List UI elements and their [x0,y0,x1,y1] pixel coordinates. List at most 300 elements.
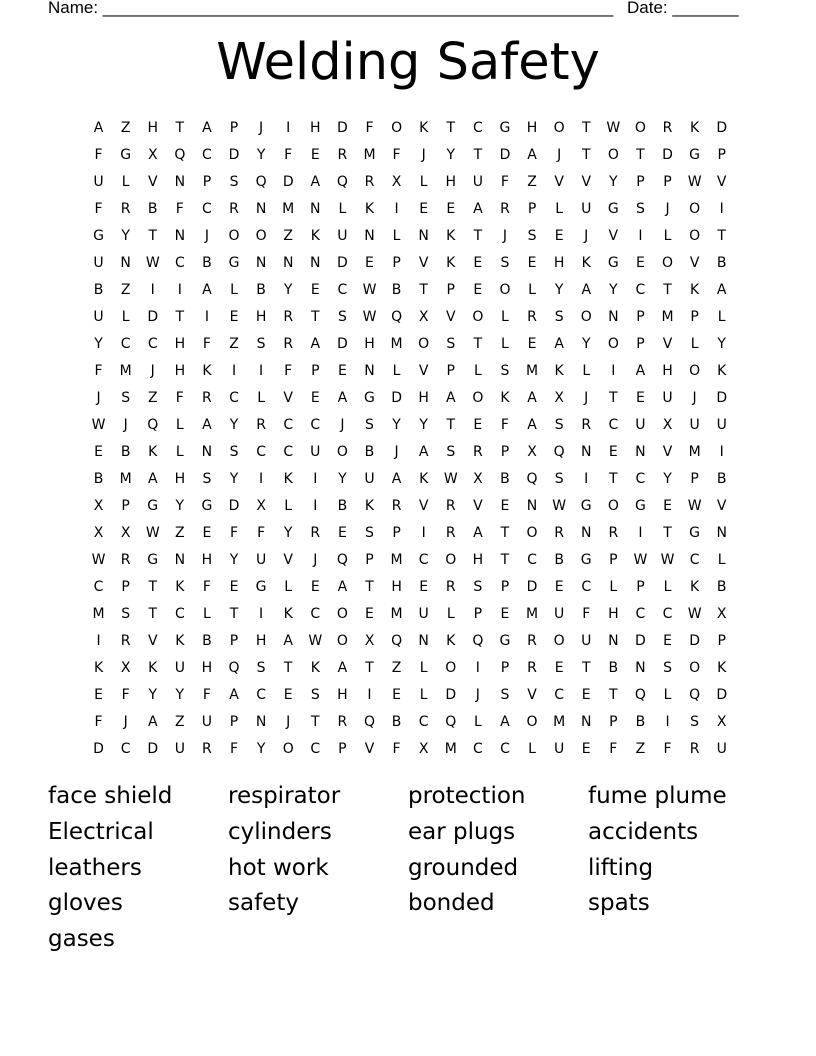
grid-letter: J [502,227,508,244]
grid-letter: L [392,227,401,244]
grid-letter: L [284,578,293,595]
word-item: bonded [408,890,495,917]
grid-letter: W [687,497,702,514]
grid-row [85,276,735,303]
grid-letter: T [175,308,185,325]
grid-letter: S [202,470,212,487]
grid-letter: R [229,200,239,217]
grid-letter: V [364,740,375,757]
grid-letter: A [554,335,564,352]
grid-letter: L [473,362,482,379]
grid-letter: X [147,146,158,163]
grid-letter: Y [446,146,456,163]
grid-letter: B [716,470,727,487]
grid-letter: R [662,119,673,136]
grid-letter: U [255,551,267,568]
grid-letter: I [665,713,670,730]
grid-letter: R [445,524,456,541]
grid-letter: H [445,173,457,190]
grid-letter: E [310,281,320,298]
grid-letter: C [418,713,429,730]
grid-letter: T [473,335,483,352]
grid-letter: W [362,308,377,325]
grid-letter: X [662,416,673,433]
grid-letter: A [147,470,158,487]
grid-letter: I [367,686,372,703]
grid-letter: A [445,389,456,406]
grid-letter: Q [336,551,348,568]
page-title: Welding Safety [216,33,600,92]
grid-letter: R [310,524,321,541]
grid-letter: T [446,416,456,433]
grid-letter: L [528,740,536,757]
grid-letter: C [635,281,646,298]
grid-letter: E [635,254,645,271]
grid-letter: Q [391,632,403,649]
grid-letter: Y [256,146,266,163]
grid-letter: R [527,308,537,325]
grid-letter: D [526,578,538,595]
grid-letter: A [581,281,592,298]
grid-letter: Q [689,686,701,703]
grid-letter: E [554,659,564,676]
grid-letter: X [93,524,104,541]
grid-letter: F [94,146,103,163]
grid-letter: E [663,497,672,514]
grid-letter: H [337,686,348,703]
grid-letter: Y [148,686,158,703]
grid-letter: T [419,281,428,298]
grid-letter: L [663,227,672,244]
grid-letter: P [446,281,455,298]
grid-letter: N [526,497,538,514]
grid-letter: A [527,416,537,433]
grid-letter: M [444,740,457,757]
grid-letter: I [259,362,264,379]
grid-letter: B [391,713,402,730]
grid-letter: O [472,389,484,406]
grid-letter: Z [120,119,131,136]
grid-letter: N [282,254,294,271]
grid-letter: Z [175,713,185,730]
grid-letter: P [121,497,130,514]
grid-letter: I [259,470,264,487]
grid-letter: E [635,389,645,406]
word-item: grounded [408,854,519,881]
grid-letter: E [663,632,672,649]
grid-row [85,114,735,141]
grid-letter: U [174,659,185,676]
grid-letter: Y [609,173,618,190]
grid-letter: F [500,416,509,433]
grid-letter: K [419,119,429,136]
grid-letter: R [391,497,402,514]
grid-letter: B [716,254,727,271]
grid-letter: H [201,659,213,676]
grid-letter: N [716,524,727,541]
grid-letter: C [472,119,483,136]
grid-letter: Z [527,173,537,190]
grid-letter: J [475,686,480,703]
grid-letter: A [527,146,537,163]
grid-letter: H [174,470,186,487]
grid-letter: K [717,659,727,676]
grid-letter: H [174,335,186,352]
grid-letter: O [607,497,619,514]
grid-letter: D [147,308,159,325]
grid-letter: A [283,632,293,649]
grid-letter: L [121,173,130,190]
grid-letter: E [473,281,483,298]
grid-letter: W [362,281,377,298]
grid-letter: U [662,389,673,406]
grid-letter: P [229,632,239,649]
grid-letter: C [310,740,321,757]
grid-letter: U [635,416,646,433]
grid-letter: L [392,362,401,379]
grid-letter: R [202,389,212,406]
grid-letter: G [255,578,267,595]
grid-letter: X [473,470,483,487]
grid-letter: I [96,632,101,649]
grid-letter: M [119,362,132,379]
grid-letter: H [662,362,673,379]
grid-letter: I [286,119,291,136]
grid-letter: O [336,605,348,622]
grid-row [85,222,735,249]
grid-letter: R [283,308,294,325]
grid-letter: M [119,470,132,487]
grid-row [85,384,735,411]
grid-letter: C [472,740,483,757]
grid-letter: R [337,713,348,730]
word-item: lifting [588,854,654,881]
grid-letter: Q [553,443,565,460]
grid-letter: V [283,389,293,406]
grid-letter: P [636,335,645,352]
grid-letter: C [202,146,212,163]
grid-letter: O [634,119,646,136]
grid-letter: D [499,146,511,163]
grid-letter: T [609,686,618,703]
grid-letter: F [94,362,103,379]
grid-letter: F [284,146,293,163]
grid-letter: U [716,416,727,433]
grid-letter: J [96,389,101,406]
grid-letter: K [717,362,727,379]
grid-letter: S [121,605,131,622]
grid-letter: Y [392,416,401,433]
grid-letter: G [580,497,592,514]
grid-letter: K [690,281,700,298]
grid-letter: T [609,389,618,406]
grid-letter: T [581,659,591,676]
grid-letter: H [255,308,267,325]
grid-letter: O [282,740,294,757]
word-bank [48,779,788,958]
grid-letter: B [608,659,619,676]
grid-row [85,411,735,438]
grid-row [85,438,735,465]
grid-letter: T [473,227,483,244]
grid-letter: C [662,605,673,622]
grid-letter: L [419,686,428,703]
grid-letter: I [313,470,318,487]
grid-letter: D [662,146,673,163]
grid-letter: A [635,362,646,379]
grid-letter: A [391,470,402,487]
grid-letter: K [93,659,104,676]
word-item: Electrical [48,818,154,845]
grid-letter: O [689,227,701,244]
grid-letter: Q [391,308,403,325]
grid-row [85,141,735,168]
grid-letter: S [337,308,347,325]
grid-letter: L [257,389,266,406]
grid-letter: B [93,470,104,487]
grid-letter: F [609,740,618,757]
grid-letter: P [636,173,645,190]
grid-letter: T [663,281,672,298]
grid-letter: A [229,686,239,703]
name-line: Name: ______________________________________________________ [48,0,614,17]
grid-letter: O [662,254,674,271]
grid-row [85,357,735,384]
grid-letter: S [229,443,239,460]
grid-letter: I [719,443,724,460]
grid-letter: D [716,686,728,703]
grid-letter: L [230,281,238,298]
grid-letter: H [310,119,321,136]
grid-letter: C [202,200,212,217]
grid-letter: W [687,605,702,622]
grid-letter: B [635,713,646,730]
grid-letter: I [313,497,318,514]
grid-letter: C [418,551,429,568]
grid-letter: P [446,362,455,379]
grid-letter: O [580,308,592,325]
grid-letter: B [147,200,158,217]
grid-letter: T [636,146,645,163]
grid-letter: X [418,740,429,757]
grid-letter: L [419,173,428,190]
word-item: hot work [228,854,329,881]
grid-letter: S [473,578,483,595]
grid-letter: M [282,200,295,217]
grid-letter: N [174,173,186,190]
grid-letter: L [121,308,130,325]
grid-letter: C [581,578,592,595]
grid-letter: L [717,551,726,568]
grid-letter: S [527,227,537,244]
grid-row [85,465,735,492]
grid-letter: F [365,119,374,136]
grid-letter: O [689,362,701,379]
grid-letter: R [581,416,592,433]
grid-letter: O [445,551,457,568]
grid-letter: Y [609,281,618,298]
grid-letter: G [689,146,701,163]
grid-letter: G [228,254,240,271]
grid-letter: G [499,632,511,649]
grid-letter: H [364,335,375,352]
grid-letter: Y [581,335,591,352]
grid-letter: J [665,200,670,217]
grid-letter: C [337,281,348,298]
grid-letter: D [337,335,348,352]
grid-letter: P [229,713,239,730]
grid-letter: I [204,308,209,325]
grid-letter: A [310,173,321,190]
grid-row [85,708,735,735]
grid-letter: X [93,497,104,514]
grid-letter: I [394,200,399,217]
grid-letter: E [94,443,103,460]
date-line: Date: _______ [627,0,739,17]
grid-row [85,681,735,708]
grid-letter: E [94,686,103,703]
grid-letter: E [310,578,320,595]
grid-letter: E [310,389,320,406]
grid-letter: F [582,605,591,622]
grid-letter: T [229,605,239,622]
grid-letter: K [690,578,700,595]
word-list [48,779,788,958]
grid-letter: W [145,524,160,541]
grid-letter: I [177,281,182,298]
grid-letter: R [256,416,266,433]
grid-letter: G [580,551,592,568]
grid-letter: U [201,713,213,730]
grid-letter: D [228,497,240,514]
grid-letter: O [336,632,348,649]
grid-letter: R [472,443,483,460]
grid-letter: T [717,227,726,244]
grid-letter: D [391,389,402,406]
word-item: ear plugs [408,818,516,845]
grid-letter: Y [554,281,564,298]
grid-letter: U [472,173,483,190]
grid-row [85,573,735,600]
grid-letter: J [313,551,318,568]
grid-letter: M [390,551,403,568]
grid-letter: Y [663,470,672,487]
grid-letter: E [337,524,347,541]
grid-letter: F [175,389,184,406]
grid-letter: C [608,416,619,433]
grid-letter: Q [363,713,375,730]
grid-letter: Y [338,470,347,487]
grid-letter: C [310,605,321,622]
grid-letter: N [608,308,619,325]
grid-letter: S [446,443,456,460]
grid-letter: P [392,254,401,271]
grid-letter: I [475,659,480,676]
letter-grid [85,114,735,762]
grid-letter: O [526,524,538,541]
grid-letter: U [716,740,727,757]
grid-letter: T [365,578,374,595]
grid-letter: D [689,632,700,649]
grid-letter: P [717,632,726,649]
grid-letter: T [663,524,672,541]
grid-letter: S [554,470,564,487]
grid-letter: N [174,227,186,244]
grid-letter: T [581,146,591,163]
grid-letter: K [581,254,591,271]
grid-letter: K [446,227,456,244]
word-item: gases [48,926,115,953]
grid-row [85,735,735,762]
grid-letter: J [123,416,128,433]
grid-letter: L [501,308,509,325]
grid-letter: F [392,146,401,163]
grid-letter: X [120,659,131,676]
grid-letter: R [689,740,700,757]
grid-letter: T [500,551,510,568]
grid-letter: E [365,605,374,622]
grid-letter: K [148,443,158,460]
grid-letter: R [120,551,131,568]
grid-row [85,519,735,546]
grid-letter: J [394,443,399,460]
grid-letter: N [608,632,619,649]
grid-letter: K [446,632,456,649]
grid-letter: E [337,362,347,379]
grid-letter: B [716,578,727,595]
grid-letter: A [202,281,212,298]
grid-letter: U [174,740,185,757]
grid-letter: E [229,308,239,325]
grid-letter: G [364,389,375,406]
grid-letter: G [93,227,104,244]
grid-letter: A [716,281,727,298]
grid-letter: D [337,254,348,271]
grid-letter: G [147,497,159,514]
grid-letter: E [446,200,456,217]
grid-letter: R [445,578,456,595]
grid-letter: B [120,443,131,460]
grid-letter: A [337,659,348,676]
grid-letter: R [337,146,348,163]
grid-letter: K [148,659,158,676]
grid-letter: Z [229,335,239,352]
grid-letter: W [91,551,106,568]
grid-letter: U [337,227,348,244]
grid-letter: S [554,416,564,433]
grid-letter: J [584,389,589,406]
grid-letter: O [526,713,538,730]
grid-letter: P [500,659,510,676]
grid-letter: T [473,146,483,163]
grid-letter: C [554,686,565,703]
grid-letter: W [308,632,323,649]
grid-letter: N [580,443,592,460]
grid-letter: Z [283,227,293,244]
grid-letter: E [229,578,239,595]
grid-letter: S [229,173,239,190]
grid-letter: V [554,173,564,190]
grid-letter: G [499,119,511,136]
grid-row [85,600,735,627]
grid-letter: O [418,335,430,352]
grid-letter: F [229,740,239,757]
grid-letter: V [418,254,429,271]
grid-letter: N [364,227,375,244]
grid-letter: M [390,605,403,622]
grid-letter: U [418,605,429,622]
grid-letter: B [337,497,348,514]
